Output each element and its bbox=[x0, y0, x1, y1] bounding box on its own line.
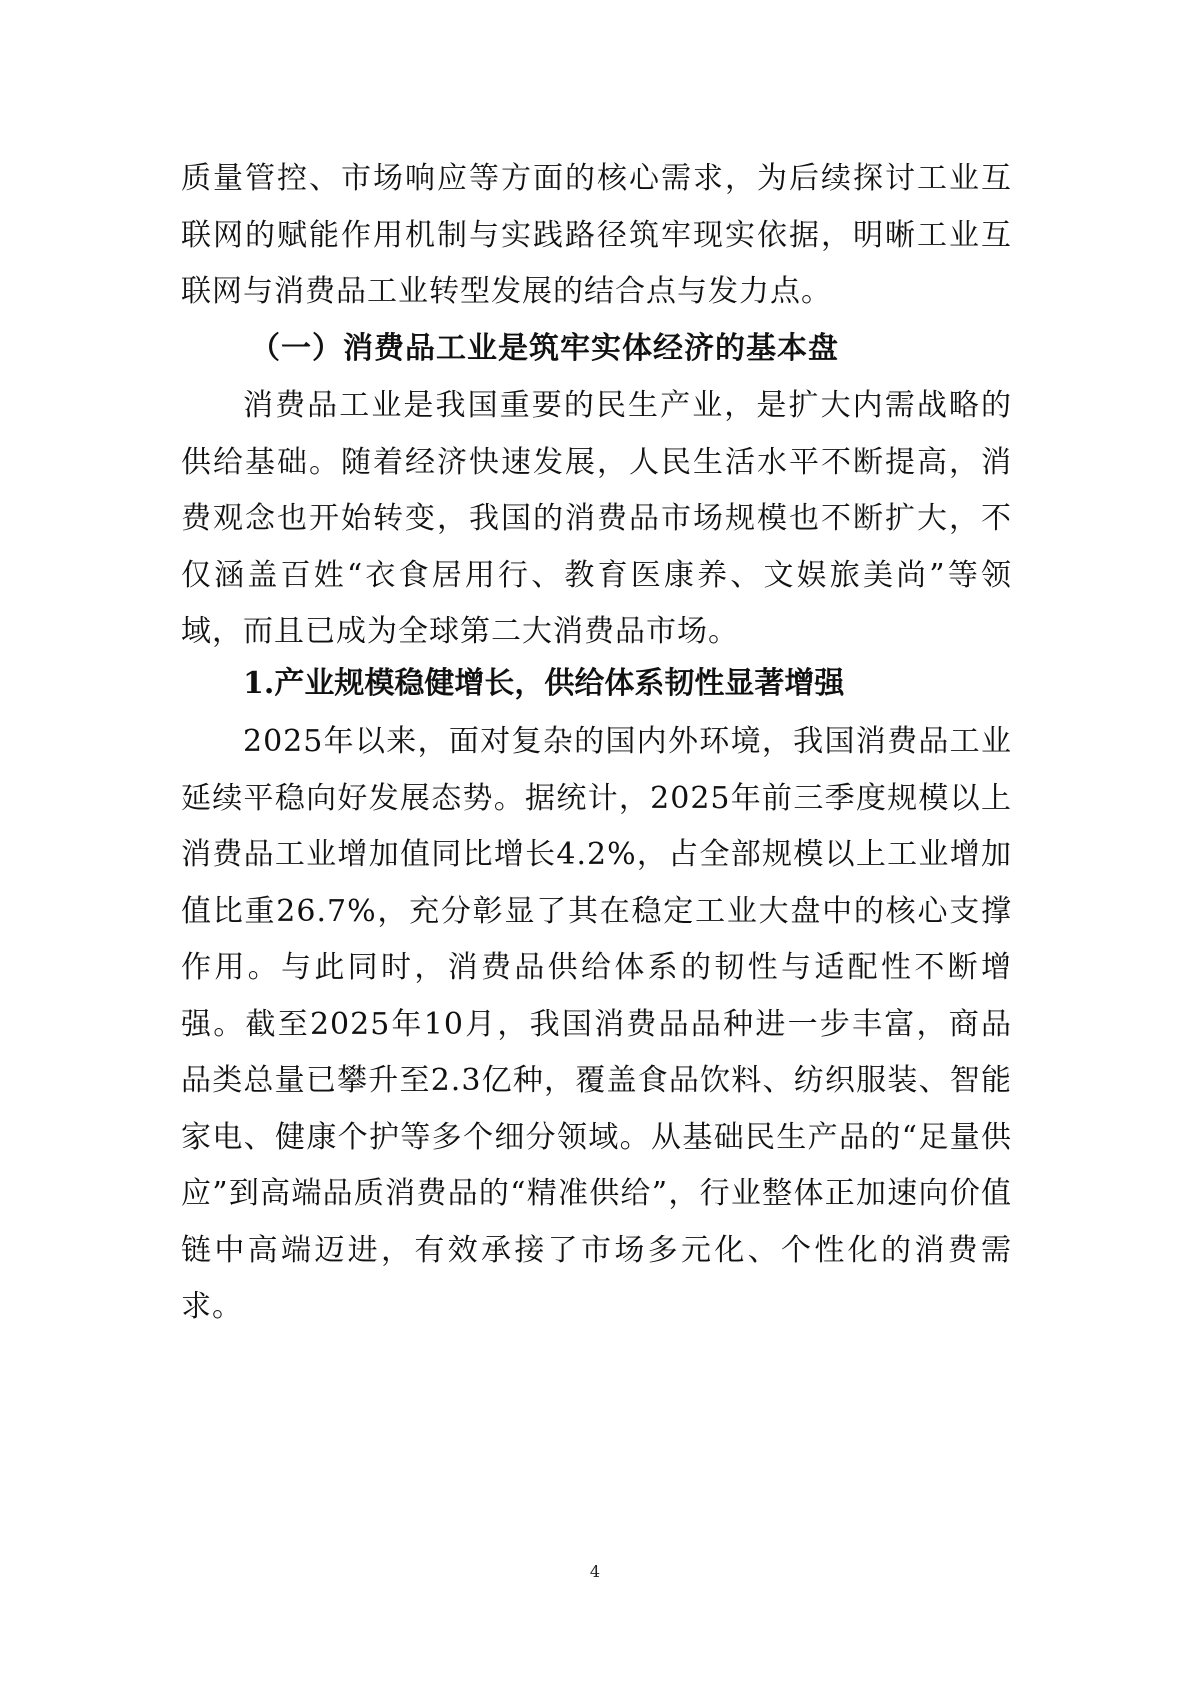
intro-paragraph: 质量管控、市场响应等方面的核心需求，为后续探讨工业互联网的赋能作用机制与实践路径筑牢现实依据，明晰工业互联网与消费品工业转型发展的结合点与发力点。 bbox=[181, 161, 1012, 309]
subsection-paragraph: 2025年以来，面对复杂的国内外环境，我国消费品工业延续平稳向好发展态势。据统计，2025年前三季度规模以上消费品工业增加值同比增长4.2%，占全部规模以上工业增加值比重26.7%，充分彰显了其在稳定工业大盘中的核心支撑作用。与此同时，消费品供给体系的韧性与适配性不断增强。截至2025年10月，我国消费品品种进一步丰富，商品品类总量已攀升至2.3亿种，覆盖食品饮料、纺织服装、智能家电、健康个护等多个细分领域。从基础民生产品的“足量供应”到高端品质消费品的“精准供给”，行业整体正加速向价值链中高端迈进，有效承接了市场多元化、个性化的消费需求。 bbox=[181, 724, 1012, 1324]
page-number: 4 bbox=[589, 1562, 601, 1581]
section-heading: （一）消费品工业是筑牢实体经济的基本盘 bbox=[250, 331, 839, 366]
section-paragraph: 消费品工业是我国重要的民生产业，是扩大内需战略的供给基础。随着经济快速发展，人民生活水平不断提高，消费观念也开始转变，我国的消费品市场规模也不断扩大，不仅涵盖百姓“衣食居用行、教育医康养、文娱旅美尚”等领域，而且已成为全球第二大消费品市场。 bbox=[181, 388, 1012, 649]
subsection-heading: 1.产业规模稳健增长，供给体系韧性显著增强 bbox=[243, 666, 845, 701]
